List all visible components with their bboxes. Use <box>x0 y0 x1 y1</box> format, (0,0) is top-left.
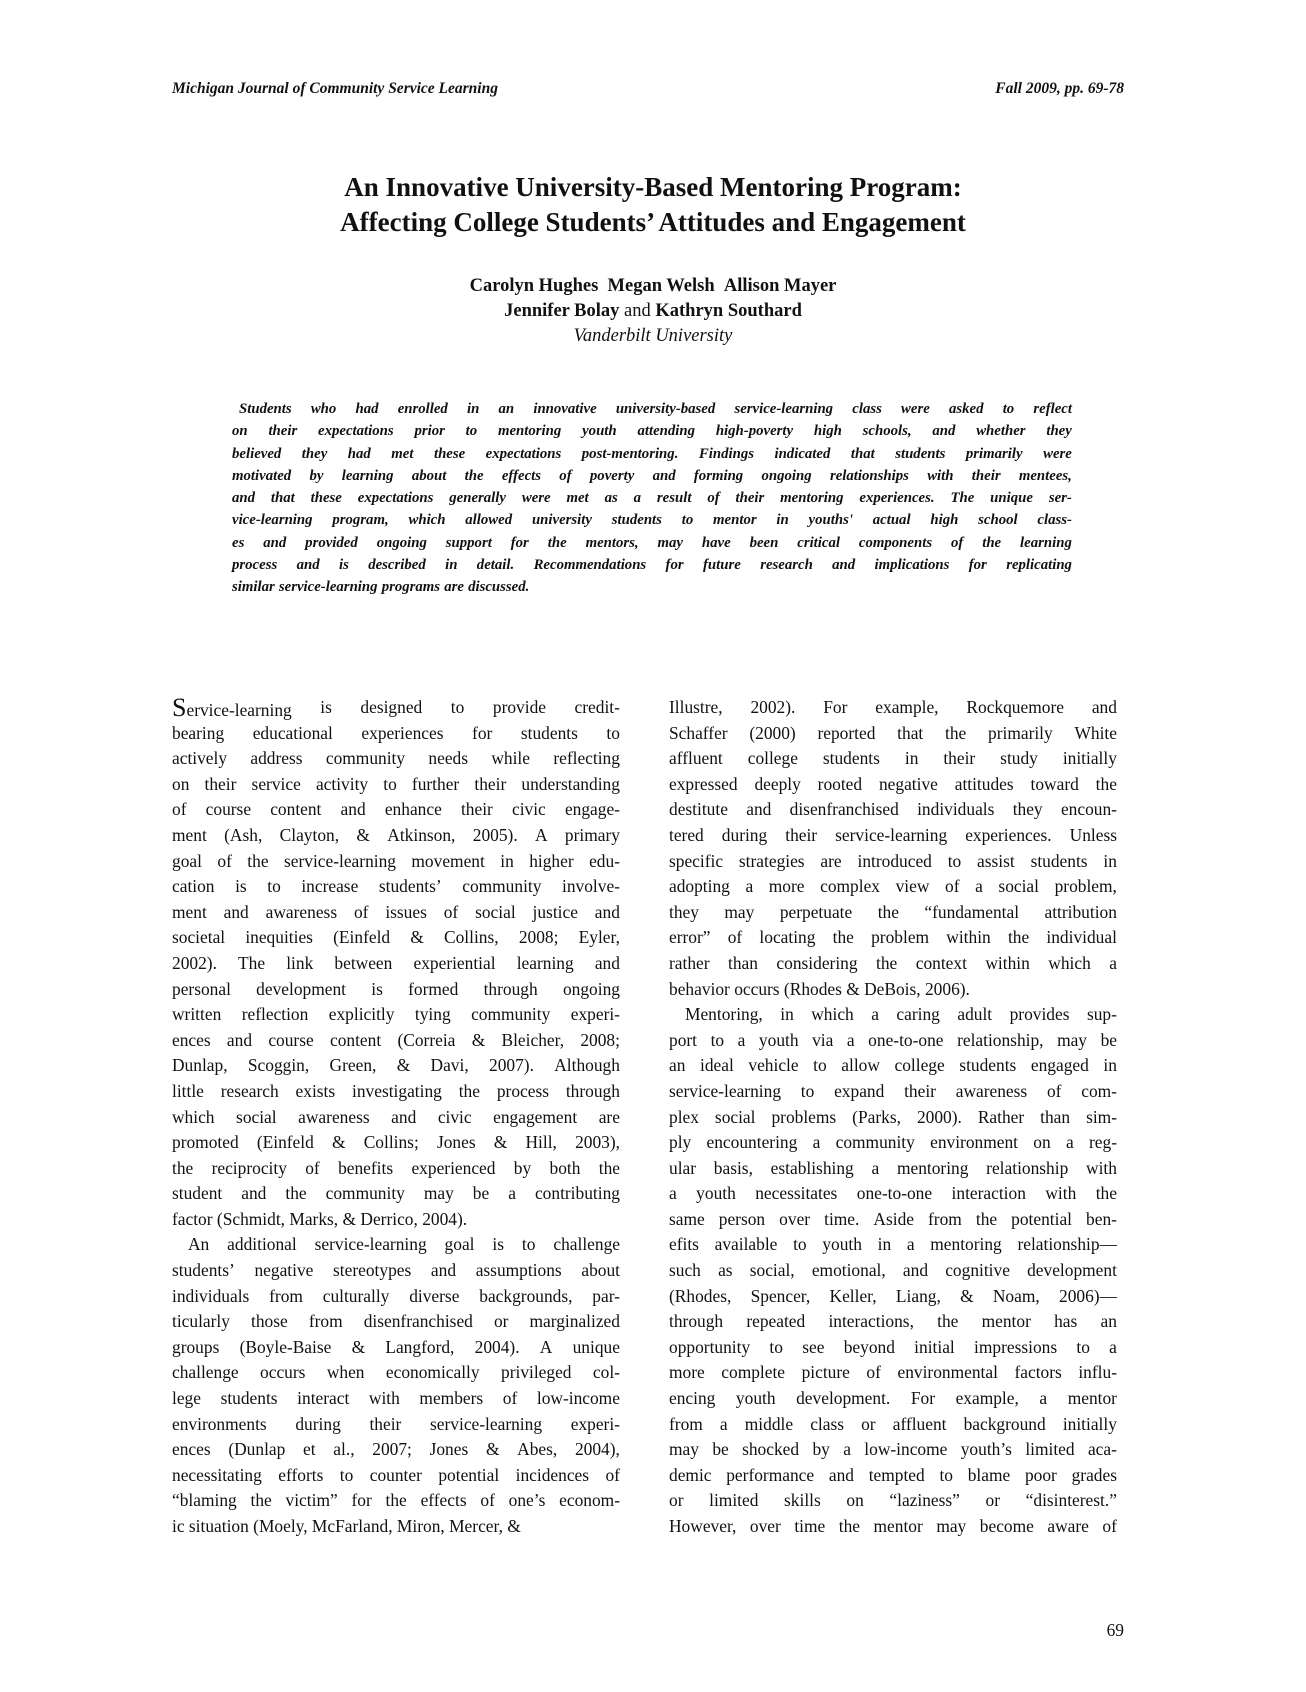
body-line: groups (Boyle-Baise & Langford, 2004). A unique <box>172 1336 620 1357</box>
body-line: same person over time. Aside from the potential ben- <box>669 1208 1117 1229</box>
body-line: (Rhodes, Spencer, Keller, Liang, & Noam, 2006)— <box>669 1285 1117 1306</box>
body-line: may be shocked by a low-income youth’s limited aca- <box>669 1439 1117 1460</box>
abstract-line: and that these expectations generally were met as a result of their mentoring experiences. The unique ser- <box>232 490 1072 507</box>
title-line: Affecting College Students’ Attitudes and Engagement <box>340 207 966 237</box>
abstract-line: vice-learning program, which allowed university students to mentor in youths' actual high school class- <box>232 512 1072 529</box>
body-line: cation is to increase students’ community involve- <box>172 876 620 897</box>
body-line: little research exists investigating the process through <box>172 1080 620 1101</box>
body-line: error” of locating the problem within the individual <box>669 927 1117 948</box>
abstract-line: believed they had met these expectations post-mentoring. Findings indicated that students primarily were <box>232 445 1072 462</box>
body-line: student and the community may be a contributing <box>172 1183 620 1204</box>
body-line: personal development is formed through ongoing <box>172 978 620 999</box>
body-line: challenge occurs when economically privileged col- <box>172 1362 620 1383</box>
abstract-line: on their expectations prior to mentoring youth attending high-poverty high schools, and whether they <box>232 423 1072 440</box>
body-line: written reflection explicitly tying community experi- <box>172 1004 620 1025</box>
body-line: tered during their service-learning experiences. Unless <box>669 824 1117 845</box>
body-line: specific strategies are introduced to assist students in <box>669 850 1117 871</box>
body-line: Illustre, 2002). For example, Rockquemore and <box>669 697 1117 717</box>
body-line: port to a youth via a one-to-one relationship, may be <box>669 1029 1117 1050</box>
body-line: they may perpetuate the “fundamental attribution <box>669 901 1117 922</box>
body-line: goal of the service-learning movement in higher edu- <box>172 850 620 871</box>
body-line: necessitating efforts to counter potential incidences of <box>172 1464 620 1485</box>
body-line: of course content and enhance their civic engage- <box>172 799 620 820</box>
author-line <box>150 299 1156 324</box>
author-block <box>150 274 1156 349</box>
body-line: However, over time the mentor may become aware of <box>669 1516 1117 1536</box>
body-line: ment (Ash, Clayton, & Atkinson, 2005). A primary <box>172 824 620 845</box>
body-line: adopting a more complex view of a social problem, <box>669 876 1117 897</box>
body-line: lege students interact with members of low-income <box>172 1388 620 1409</box>
body-line: or limited skills on “laziness” or “disinterest.” <box>669 1490 1117 1511</box>
body-line: encing youth development. For example, a mentor <box>669 1388 1117 1409</box>
body-line: demic performance and tempted to blame poor grades <box>669 1464 1117 1485</box>
body-line: efits available to youth in a mentoring relationship— <box>669 1234 1117 1255</box>
body-line: behavior occurs (Rhodes & DeBois, 2006). <box>669 978 970 999</box>
body-line: through repeated interactions, the mentor has an <box>669 1311 1117 1332</box>
body-line: which social awareness and civic engagement are <box>172 1106 620 1127</box>
body-line: Mentoring, in which a caring adult provides sup- <box>685 1004 1117 1025</box>
body-line: Service-learning is designed to provide credit- <box>172 693 620 722</box>
body-line: ment and awareness of issues of social justice and <box>172 901 620 922</box>
body-line: on their service activity to further their understanding <box>172 773 620 794</box>
body-line: an ideal vehicle to allow college students engaged in <box>669 1055 1117 1076</box>
body-line: ences and course content (Correia & Bleicher, 2008; <box>172 1029 620 1050</box>
body-line: more complete picture of environmental factors influ- <box>669 1362 1117 1383</box>
body-line: ic situation (Moely, McFarland, Miron, Mercer, & <box>172 1516 521 1536</box>
body-line: expressed deeply rooted negative attitudes toward the <box>669 773 1117 794</box>
body-line: ply encountering a community environment on a reg- <box>669 1132 1117 1153</box>
body-line: affluent college students in their study initially <box>669 748 1117 769</box>
body-column-left <box>172 695 620 1540</box>
body-line: Dunlap, Scoggin, Green, & Davi, 2007). Although <box>172 1055 620 1076</box>
abstract <box>232 398 1072 599</box>
title-line: An Innovative University-Based Mentoring Program: <box>344 172 962 202</box>
body-line: actively address community needs while reflecting <box>172 748 620 769</box>
body-line: rather than considering the context within which a <box>669 952 1117 973</box>
body-line: from a middle class or affluent background initially <box>669 1413 1117 1434</box>
abstract-line: process and is described in detail. Recommendations for future research and implications for replicating <box>232 557 1072 574</box>
body-line: An additional service-learning goal is to challenge <box>188 1234 620 1255</box>
body-line: ences (Dunlap et al., 2007; Jones & Abes, 2004), <box>172 1439 620 1460</box>
issue-info: Fall 2009, pp. 69-78 <box>995 80 1124 97</box>
body-line: individuals from culturally diverse backgrounds, par- <box>172 1285 620 1306</box>
body-line: opportunity to see beyond initial impressions to a <box>669 1336 1117 1357</box>
body-column-right <box>669 695 1117 1540</box>
author-name: Kathryn Southard <box>655 301 802 321</box>
body-line: societal inequities (Einfeld & Collins, 2008; Eyler, <box>172 927 620 948</box>
body-line: Schaffer (2000) reported that the primarily White <box>669 722 1117 743</box>
body-line: students’ negative stereotypes and assumptions about <box>172 1260 620 1281</box>
body-line: such as social, emotional, and cognitive development <box>669 1260 1117 1281</box>
body-line: ticularly those from disenfranchised or marginalized <box>172 1311 620 1332</box>
body-line: environments during their service-learning experi- <box>172 1413 620 1434</box>
body-line: ular basis, establishing a mentoring relationship with <box>669 1157 1117 1178</box>
body-line: promoted (Einfeld & Collins; Jones & Hill, 2003), <box>172 1132 620 1153</box>
body-line: a youth necessitates one-to-one interaction with the <box>669 1183 1117 1204</box>
body-line: plex social problems (Parks, 2000). Rather than sim- <box>669 1106 1117 1127</box>
running-head <box>172 80 1124 98</box>
body-line: bearing educational experiences for students to <box>172 722 620 743</box>
abstract-line: Students who had enrolled in an innovative university-based service-learning class were asked to reflect <box>239 401 1072 417</box>
author-name: Jennifer Bolay <box>504 301 620 321</box>
author-name: Carolyn Hughes <box>469 276 599 296</box>
page-number: 69 <box>1106 1620 1124 1640</box>
author-conjunction: and <box>624 301 651 321</box>
abstract-line: motivated by learning about the effects of poverty and forming ongoing relationships with their mentees, <box>232 467 1072 484</box>
body-line: the reciprocity of benefits experienced by both the <box>172 1157 620 1178</box>
author-name: Megan Welsh <box>607 276 715 296</box>
body-line: destitute and disenfranchised individuals they encoun- <box>669 799 1117 820</box>
author-name: Allison Mayer <box>723 276 837 296</box>
article-title <box>150 170 1156 240</box>
drop-cap: S <box>172 693 187 722</box>
abstract-line: similar service-learning programs are discussed. <box>232 579 530 596</box>
affiliation: Vanderbilt University <box>573 326 733 346</box>
body-line: 2002). The link between experiential learning and <box>172 952 620 973</box>
author-line <box>150 274 1156 299</box>
body-line: service-learning to expand their awareness of com- <box>669 1080 1117 1101</box>
body-line: “blaming the victim” for the effects of one’s econom- <box>172 1490 620 1511</box>
journal-name: Michigan Journal of Community Service Learning <box>172 80 498 97</box>
abstract-line: es and provided ongoing support for the mentors, may have been critical components of the learning <box>232 534 1072 551</box>
body-line: factor (Schmidt, Marks, & Derrico, 2004). <box>172 1208 468 1229</box>
